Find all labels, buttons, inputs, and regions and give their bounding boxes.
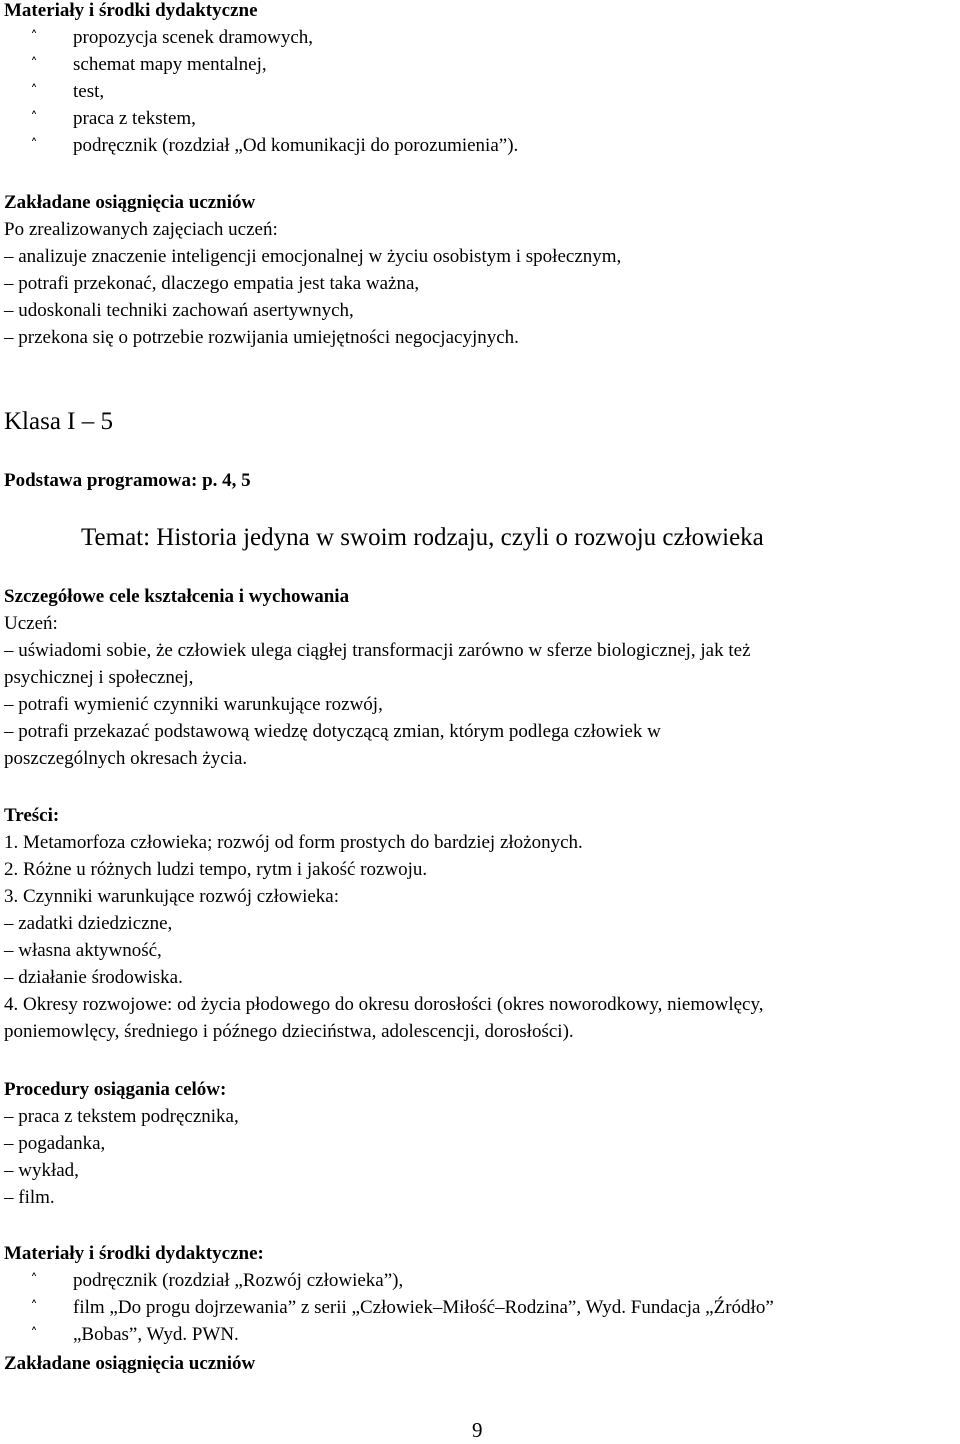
contents-line: 1. Metamorfoza człowieka; rozwój od form prostych do bardziej złożonych. <box>4 832 583 853</box>
class-header: Klasa I – 5 <box>4 408 113 435</box>
contents-line: 3. Czynniki warunkujące rozwój człowieka: <box>4 886 340 907</box>
achievements-heading-bottom: Zakładane osiągnięcia uczniów <box>4 1353 256 1374</box>
achievements-heading: Zakładane osiągnięcia uczniów <box>4 192 256 213</box>
goal-line: – potrafi przekazać podstawową wiedzę dotyczącą zmian, którym podlega człowiek w <box>4 721 661 742</box>
bullet-icon: ˄ <box>30 137 38 153</box>
goals-intro: Uczeń: <box>4 613 58 634</box>
bullet-icon: ˄ <box>30 29 38 45</box>
procedure-item: – film. <box>4 1187 55 1208</box>
bullet-icon: ˄ <box>30 1272 38 1288</box>
contents-heading: Treści: <box>4 805 60 826</box>
curriculum-basis: Podstawa programowa: p. 4, 5 <box>4 470 251 491</box>
procedure-item: – pogadanka, <box>4 1133 106 1154</box>
achievement-item: – potrafi przekonać, dlaczego empatia jest taka ważna, <box>4 273 420 294</box>
achievements-intro: Po zrealizowanych zajęciach uczeń: <box>4 219 278 240</box>
goals-heading: Szczegółowe cele kształcenia i wychowania <box>4 586 350 607</box>
contents-line: poniemowlęcy, średniego i późnego dzieciństwa, adolescencji, dorosłości). <box>4 1021 574 1042</box>
bullet-icon: ˄ <box>30 1326 38 1342</box>
lesson-topic: Temat: Historia jedyna w swoim rodzaju, czyli o rozwoju człowieka <box>81 524 764 551</box>
bullet-icon: ˄ <box>30 83 38 99</box>
contents-line: 4. Okresy rozwojowe: od życia płodowego do okresu dorosłości (okres noworodkowy, niemowlęcy, <box>4 994 764 1015</box>
materials-heading-bottom: Materiały i środki dydaktyczne: <box>4 1243 264 1264</box>
goal-line: psychicznej i społecznej, <box>4 667 194 688</box>
contents-line: – działanie środowiska. <box>4 967 183 988</box>
bullet-icon: ˄ <box>30 56 38 72</box>
procedure-item: – wykład, <box>4 1160 79 1181</box>
bullet-icon: ˄ <box>30 1299 38 1315</box>
materials-heading-top: Materiały i środki dydaktyczne <box>4 0 258 21</box>
procedures-heading: Procedury osiągania celów: <box>4 1079 227 1100</box>
goal-line: – potrafi wymienić czynniki warunkujące rozwój, <box>4 694 383 715</box>
contents-line: – własna aktywność, <box>4 940 162 961</box>
achievement-item: – przekona się o potrzebie rozwijania umiejętności negocjacyjnych. <box>4 327 519 348</box>
contents-line: – zadatki dziedziczne, <box>4 913 173 934</box>
procedure-item: – praca z tekstem podręcznika, <box>4 1106 239 1127</box>
contents-line: 2. Różne u różnych ludzi tempo, rytm i jakość rozwoju. <box>4 859 428 880</box>
bullet-icon: ˄ <box>30 110 38 126</box>
page-number: 9 <box>472 1418 483 1442</box>
goal-line: – uświadomi sobie, że człowiek ulega ciągłej transformacji zarówno w sferze biologicznej, jak też <box>4 640 751 661</box>
goal-line: poszczególnych okresach życia. <box>4 748 248 769</box>
achievement-item: – udoskonali techniki zachowań asertywnych, <box>4 300 354 321</box>
achievement-item: – analizuje znaczenie inteligencji emocjonalnej w życiu osobistym i społecznym, <box>4 246 622 267</box>
